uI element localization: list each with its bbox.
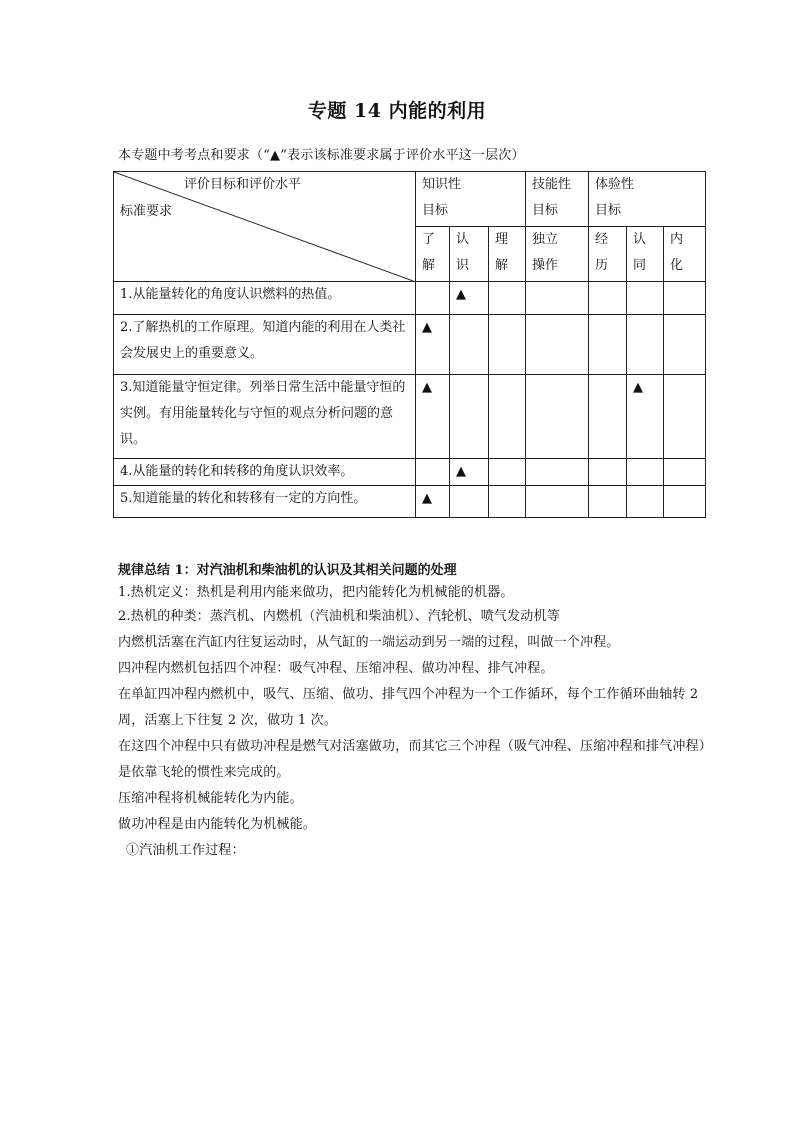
mark-cell xyxy=(589,375,627,459)
subheader-cell: 了 解 xyxy=(416,227,450,282)
mark-cell xyxy=(589,459,627,486)
subheader-cell: 独立 操作 xyxy=(526,227,589,282)
paragraph: 做功冲程是由内能转化为机械能。 xyxy=(118,817,317,832)
paragraph: 在单缸四冲程内燃机中，吸气、压缩、做功、排气四个冲程为一个工作循环，每个工作循环曲轴转 2 周，活塞上下往复 2 次，做功 1 次。 xyxy=(118,687,699,728)
mark-cell xyxy=(450,315,489,375)
mark-cell: ▲ xyxy=(450,282,489,315)
mark-cell xyxy=(664,375,706,459)
mark-cell xyxy=(526,459,589,486)
subheader-cell: 理 解 xyxy=(489,227,526,282)
mark-cell: ▲ xyxy=(627,375,664,459)
intro-text: 本专题中考考点和要求（“▲”表示该标准要求属于评价水平这一层次） xyxy=(118,148,525,163)
paragraph: 压缩冲程将机械能转化为内能。 xyxy=(118,791,303,806)
table-row xyxy=(114,486,706,518)
mark-cell xyxy=(526,375,589,459)
subheader-cell: 认 同 xyxy=(627,227,664,282)
mark-cell: ▲ xyxy=(416,486,450,518)
mark-cell xyxy=(664,315,706,375)
mark-cell xyxy=(526,315,589,375)
paragraph: 1.热机定义：热机是利用内能来做功，把内能转化为机械能的机器。 xyxy=(118,585,514,600)
subheader-cell: 内 化 xyxy=(664,227,706,282)
mark-cell xyxy=(450,486,489,518)
summary-section xyxy=(118,560,718,864)
mark-cell: ▲ xyxy=(416,375,450,459)
standard-header-label: 标准要求 xyxy=(120,204,173,219)
mark-cell xyxy=(489,459,526,486)
subheader-cell: 经 历 xyxy=(589,227,627,282)
mark-cell xyxy=(489,486,526,518)
paragraph: 四冲程内燃机包括四个冲程：吸气冲程、压缩冲程、做功冲程、排气冲程。 xyxy=(118,661,554,676)
mark-cell xyxy=(416,459,450,486)
mark-cell xyxy=(489,315,526,375)
group-header-experience: 体验性 目标 xyxy=(589,172,706,227)
paragraph: 在这四个冲程中只有做功冲程是燃气对活塞做功，而其它三个冲程（吸气冲程、压缩冲程和排气冲程）是依靠飞轮的惯性来完成的。 xyxy=(118,739,713,780)
mark-cell xyxy=(627,315,664,375)
table-row xyxy=(114,315,706,375)
mark-cell xyxy=(627,459,664,486)
mark-cell xyxy=(664,282,706,315)
mark-cell xyxy=(526,486,589,518)
mark-cell xyxy=(664,486,706,518)
mark-cell xyxy=(589,282,627,315)
mark-cell xyxy=(489,375,526,459)
standard-text: 5.知道能量的转化和转移有一定的方向性。 xyxy=(114,486,416,518)
page-title: 专题 14 内能的利用 xyxy=(307,100,487,122)
mark-cell: ▲ xyxy=(450,459,489,486)
mark-cell xyxy=(450,375,489,459)
paragraph: ①汽油机工作过程： xyxy=(126,843,245,858)
mark-cell xyxy=(627,486,664,518)
standards-table xyxy=(113,171,706,518)
group-header-knowledge: 知识性 目标 xyxy=(416,172,526,227)
mark-cell xyxy=(627,282,664,315)
mark-cell xyxy=(489,282,526,315)
mark-cell xyxy=(416,282,450,315)
standard-text: 2.了解热机的工作原理。知道内能的利用在人类社会发展史上的重要意义。 xyxy=(114,315,416,375)
mark-cell xyxy=(589,486,627,518)
mark-cell xyxy=(664,459,706,486)
diagonal-header-cell xyxy=(114,172,416,282)
standard-text: 4.从能量的转化和转移的角度认识效率。 xyxy=(114,459,416,486)
standard-text: 1.从能量转化的角度认识燃料的热值。 xyxy=(114,282,416,315)
subheader-cell: 认 识 xyxy=(450,227,489,282)
mark-cell xyxy=(589,315,627,375)
paragraph: 2.热机的种类：蒸汽机、内燃机（汽油机和柴油机）、汽轮机、喷气发动机等 xyxy=(118,609,560,624)
standard-text: 3.知道能量守恒定律。列举日常生活中能量守恒的实例。有用能量转化与守恒的观点分析问题的意识。 xyxy=(114,375,416,459)
mark-cell xyxy=(526,282,589,315)
group-header-skill: 技能性 目标 xyxy=(526,172,589,227)
section-heading: 规律总结 1：对汽油机和柴油机的认识及其相关问题的处理 xyxy=(118,563,457,578)
table-row xyxy=(114,375,706,459)
paragraph: 内燃机活塞在汽缸内往复运动时，从气缸的一端运动到另一端的过程，叫做一个冲程。 xyxy=(118,635,620,650)
table-row xyxy=(114,282,706,315)
evaluation-header-label: 评价目标和评价水平 xyxy=(184,177,302,192)
table-row xyxy=(114,459,706,486)
mark-cell: ▲ xyxy=(416,315,450,375)
